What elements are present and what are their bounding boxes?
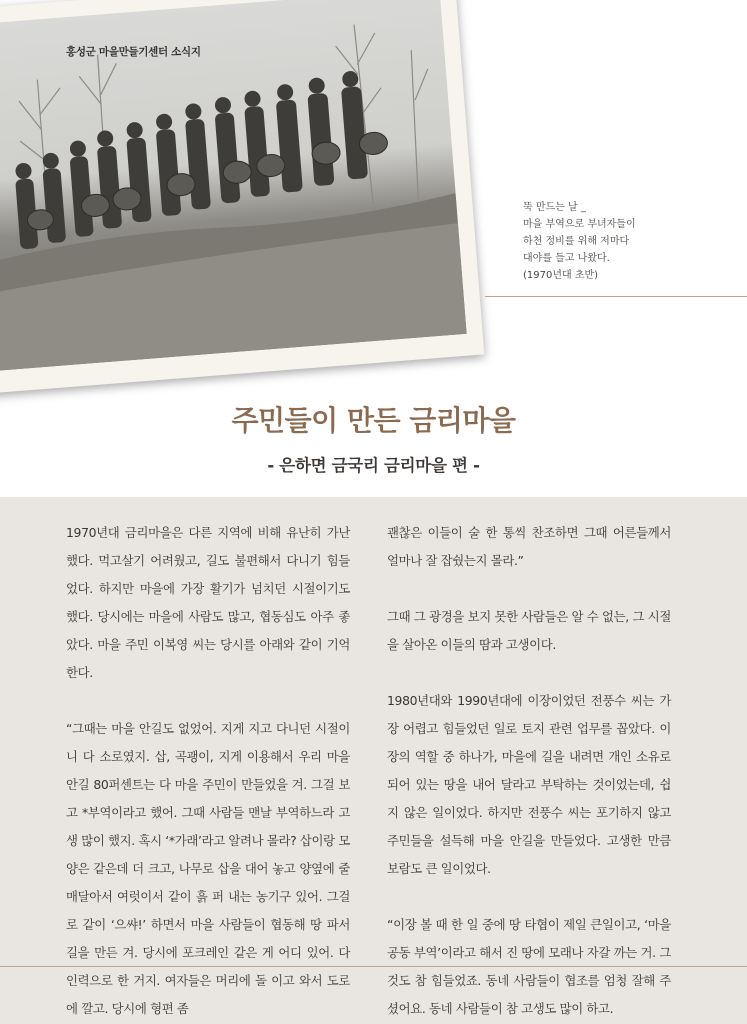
caption-line: 대야를 들고 나왔다.: [523, 253, 610, 264]
newsletter-label: 홍성군 마을만들기센터 소식지: [66, 46, 201, 58]
right-column: [387, 519, 671, 1023]
paragraph: 1980년대와 1990년대에 이장이었던 전풍수 씨는 가장 어렵고 힘들었던 일로 토지 관련 업무를 꼽았다. 이장의 역할 중 하나가, 마을에 길을 내려면 개인 소유로 되어 있는 땅을 내어 달라고 부탁하는 것이었는데, 쉽지 않은 일이었다. 하지만 전풍수 씨는 포기하지 않고 주민들을 설득해 마을 안길을 만들었다. 고생한 만큼 보람도 큰 일이었다.: [387, 693, 671, 876]
caption-divider: [485, 296, 747, 297]
left-column: [66, 519, 350, 1023]
paragraph: 1970년대 금리마을은 다른 지역에 비해 유난히 가난했다. 먹고살기 어려웠고, 길도 불편해서 다니기 힘들었다. 하지만 마을에 가장 활기가 넘치던 시절이기도 했다. 당시에는 마을에 사람도 많고, 협동심도 아주 좋았다. 마을 주민 이복영 씨는 당시를 아래와 같이 기억한다.: [66, 525, 350, 680]
paragraph: 괜찮은 이들이 술 한 통씩 찬조하면 그때 어른들께서 얼마나 잘 잡쉈는지 몰라.”: [387, 525, 671, 568]
caption-line: 하천 정비를 위해 저마다: [523, 236, 630, 247]
article-subtitle: - 은하면 금국리 금리마을 편 -: [267, 456, 480, 475]
paragraph: “그때는 마을 안길도 없었어. 지게 지고 다니던 시절이니 다 소로였지. 삽, 곡괭이, 지게 이용해서 우리 마을 안길 80퍼센트는 다 마을 주민이 만들었을 겨. 그걸 보고 *부역이라고 했어. 그때 사람들 맨날 부역하느라 고생 많이 했지. 혹시 ‘*가래’라고 알려나 몰라? 삽이랑 모양은 같은데 더 크고, 나무로 삽을 대어 놓고 양옆에 줄 매달아서 여럿이서 같이 흙 퍼 내는 농기구 있어. 그걸로 같이 ‘으쌰!’ 하면서 마을 사람들이 협동해 땅 파서 길을 만든 겨. 당시에 포크레인 같은 게 어디 있어. 다 인력으로 한 거지. 여자들은 머리에 돌 이고 와서 도로에 깔고. 당시에 형편 좀: [66, 721, 350, 1016]
paragraph: “이장 볼 때 한 일 중에 땅 타협이 제일 큰일이고, ‘마을 공동 부역’이라고 해서 진 땅에 모래나 자갈 까는 거. 그것도 참 힘들었죠. 동네 사람들이 협조를 엄청 잘해 주셨어요. 동네 사람들이 참 고생도 많이 하고.: [387, 917, 671, 1016]
caption-line: 마을 부역으로 부녀자들이: [523, 219, 636, 230]
caption-line: 뚝 만드는 날 _: [523, 202, 586, 213]
caption-line: (1970년대 초반): [523, 270, 599, 281]
archival-photo: [0, 0, 484, 394]
article-title: 주민들이 만든 금리마을: [231, 404, 516, 437]
photo-caption: [523, 199, 723, 284]
paragraph: 그때 그 광경을 보지 못한 사람들은 알 수 없는, 그 시절을 살아온 이들의 땀과 고생이다.: [387, 609, 671, 652]
